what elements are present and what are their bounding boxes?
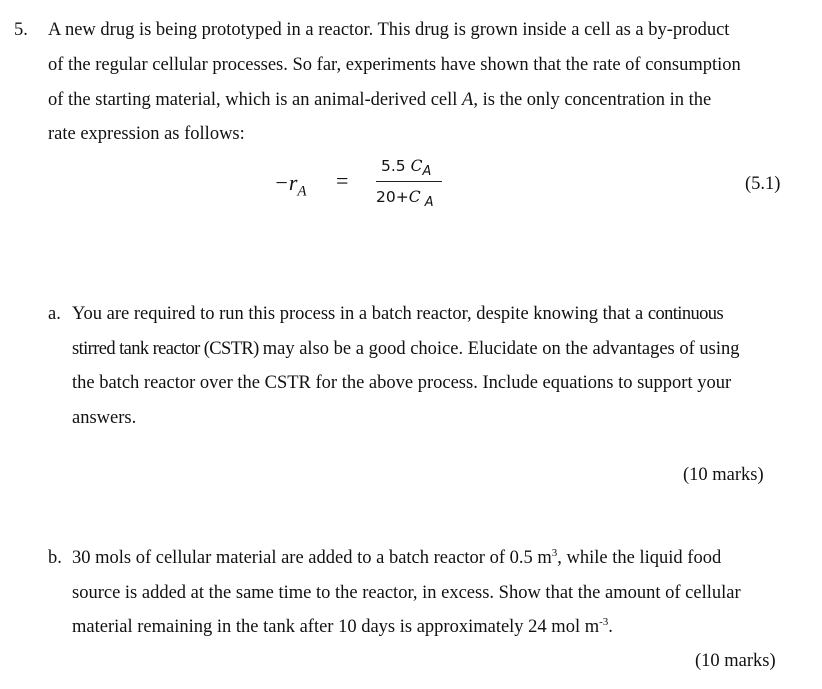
rate-symbol: −r [274, 170, 298, 195]
part-b-line-3 [72, 617, 613, 638]
part-b-line-1-pre: 30 mols of cellular material are added to a batch reactor of 0.5 m [72, 548, 552, 568]
part-b-marks: (10 marks) [695, 651, 776, 671]
denominator-subscript: A [420, 195, 434, 211]
fraction-numerator [381, 157, 431, 179]
fraction-bar [376, 181, 442, 182]
cell-variable: A [462, 90, 474, 110]
denominator-constant: 20+ [376, 188, 409, 206]
equals-sign: = [336, 168, 349, 193]
intro-line-3-text: of the starting material, which is an animal-derived cell [48, 90, 463, 110]
question-number: 5. [14, 20, 28, 40]
intro-line-3-tail: , is the only concentration in the [473, 90, 712, 110]
equation-number: (5.1) [745, 174, 781, 194]
part-a-marks: (10 marks) [683, 465, 764, 485]
part-b-line-3-post: . [608, 617, 613, 637]
rate-lhs [274, 170, 307, 200]
part-b-line-1 [72, 548, 721, 569]
rate-subscript: A [297, 183, 307, 200]
intro-line-2: of the regular cellular processes. So far, experiments have shown that the rate of consumption [48, 55, 741, 75]
part-a-line-2-end: may also be a good choice. Elucidate on the advantages of using [262, 339, 740, 359]
part-b-line-1-post: , while the liquid food [557, 548, 722, 568]
numerator-subscript: A [422, 164, 432, 180]
denominator-variable: C [408, 188, 421, 206]
part-b-line-2: source is added at the same time to the reactor, in excess. Show that the amount of cellular [72, 583, 741, 603]
part-a-line-2 [72, 339, 740, 360]
intro-line-4: rate expression as follows: [48, 124, 245, 144]
part-a-line-1-start: You are required to run this process in a batch reactor, despite knowing that a [72, 304, 648, 324]
part-a-line-1-end: continuous [647, 304, 724, 324]
part-a-line-2-start: stirred tank reactor (CSTR) [72, 339, 263, 359]
part-a-line-3: the batch reactor over the CSTR for the above process. Include equations to support your [72, 373, 732, 393]
intro-line-3 [48, 90, 711, 111]
cubic-superscript: 3 [551, 547, 558, 559]
numerator-variable: C [410, 157, 423, 175]
part-b-line-3-pre: material remaining in the tank after 10 days is approximately 24 mol m [72, 617, 600, 637]
part-a-line-1 [72, 304, 723, 325]
intro-line-1: A new drug is being prototyped in a reactor. This drug is grown inside a cell as a by-product [48, 20, 730, 40]
part-a-line-4: answers. [72, 408, 137, 428]
fraction-denominator [376, 188, 434, 210]
inverse-cubic-superscript: -3 [599, 616, 609, 628]
part-b-label: b. [48, 548, 62, 568]
numerator-coefficient: 5.5 [381, 157, 411, 175]
part-a-label: a. [48, 304, 61, 324]
